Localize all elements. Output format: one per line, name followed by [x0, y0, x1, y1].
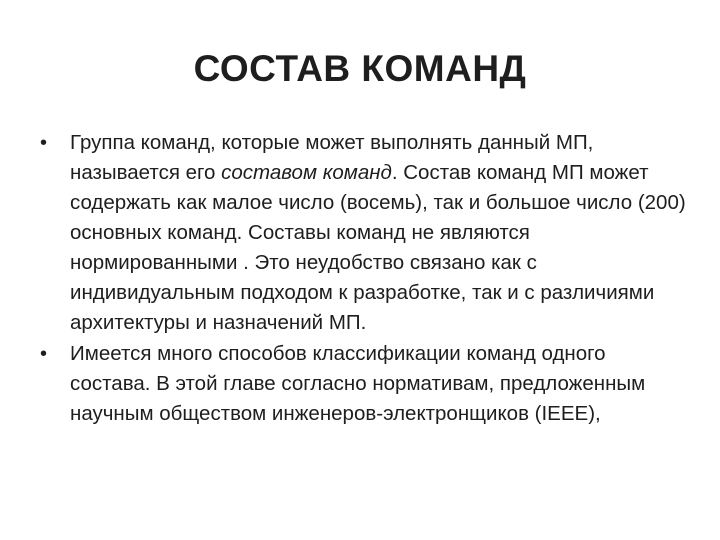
slide-title: СОСТАВ КОМАНД	[193, 48, 527, 89]
bullet-list	[38, 128, 688, 430]
bullet-item	[38, 339, 688, 429]
bullet-emphasis: составом команд	[221, 161, 392, 184]
bullet-icon: •	[40, 343, 48, 365]
bullet-text-start: Группа команд, которые может выполнять данный МП, называется его	[70, 131, 594, 184]
bullet-icon: •	[40, 132, 48, 154]
bullet-text: Имеется много способов классификации команд одного состава. В этой главе согласно нормативам, предложенным научным обществом инженеров-электронщиков (IEEE),	[70, 342, 646, 425]
bullet-item	[38, 128, 688, 338]
bullet-text-end: . Состав команд МП может содержать как малое число (восемь), так и большое число (200) основных команд. Составы команд не являются нормированными . Это неудобство связано как с индивидуальным подходом к разработке, так и с различиями архитектуры и назначений МП.	[70, 161, 686, 334]
